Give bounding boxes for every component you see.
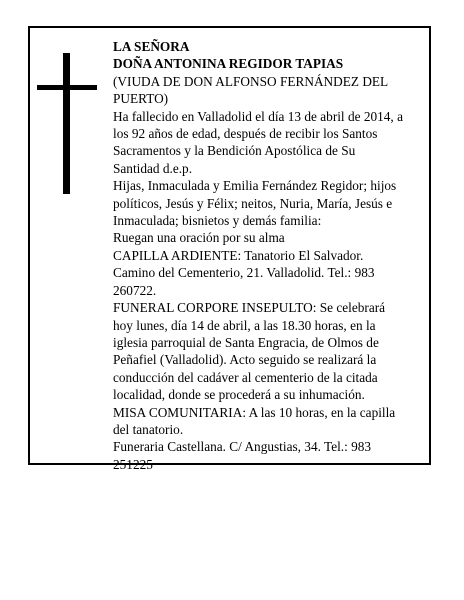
prayer-request: Ruegan una oración por su alma	[113, 230, 285, 246]
deceased-name: DOÑA ANTONINA REGIDOR TAPIAS	[113, 56, 344, 72]
chapel-info: CAPILLA ARDIENTE: Tanatorio El Salvador. Camino del Cementerio, 21. Valladolid. Tel.: 983 260722.	[113, 247, 375, 298]
widow-line: (VIUDA DE DON ALFONSO FERNÁNDEZ DEL PUERTO)	[113, 73, 388, 107]
family-list: Hijas, Inmaculada y Emilia Fernández Regidor; hijos políticos, Jesús y Félix; neitos, Nuria, María, Jesús e Inmaculada; bisnietos y demás familia:	[113, 178, 397, 229]
mass-info: MISA COMUNITARIA: A las 10 horas, en la capilla del tanatorio.	[113, 404, 396, 437]
notice-text	[113, 38, 403, 473]
funeral-home-info: Funeraria Castellana. C/ Angustias, 34. Tel.: 983 251225	[113, 439, 372, 472]
notice-title: LA SEÑORA	[113, 39, 190, 54]
funeral-info: FUNERAL CORPORE INSEPULTO: Se celebrará hoy lunes, día 14 de abril, a las 18.30 horas, en la iglesia parroquial de Santa Engracia, de Olmos de Peñafiel (Valladolid). Acto seguido se realizará la conducción del cadáver al cementerio de la citada localidad, donde se procederá a su inhumación.	[113, 300, 386, 403]
cross-icon-bar	[37, 85, 97, 90]
cross-icon	[63, 53, 70, 194]
death-info: Ha fallecido en Valladolid el día 13 de abril de 2014, a los 92 años de edad, después de recibir los Santos Sacramentos y la Bendición Apostólica de Su Santidad d.e.p.	[113, 108, 403, 176]
